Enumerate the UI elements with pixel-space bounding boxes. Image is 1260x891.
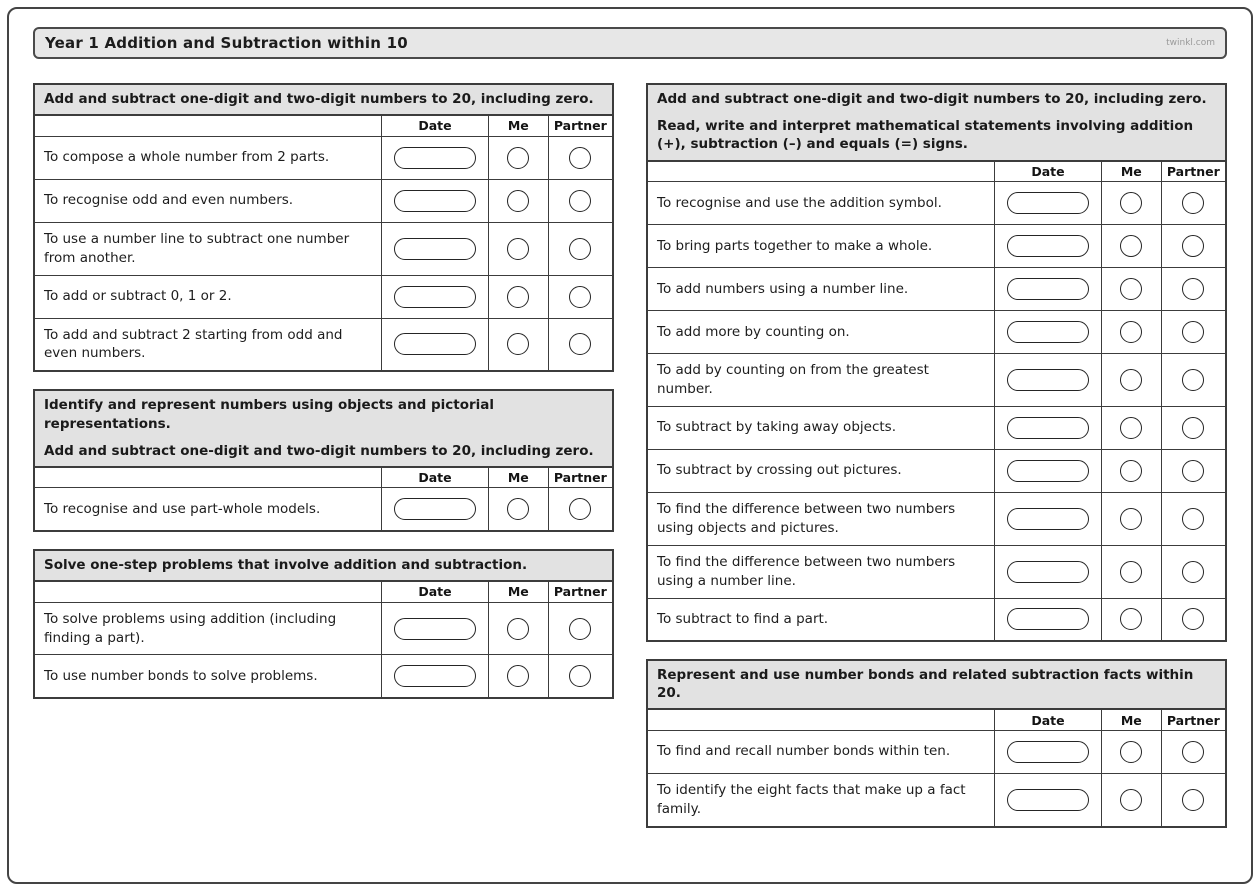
objective-row [34, 488, 613, 531]
me-check-circle[interactable] [1120, 369, 1142, 391]
me-cell [489, 179, 549, 222]
objective-row [647, 773, 1226, 826]
objective-row [647, 182, 1226, 225]
date-cell [381, 602, 488, 655]
objective-text: To recognise and use part-whole models. [34, 488, 381, 531]
me-cell [489, 275, 549, 318]
objective-text: To find and recall number bonds within ten. [647, 730, 994, 773]
objective-row [647, 492, 1226, 545]
me-cell [489, 136, 549, 179]
column-header-row [34, 115, 613, 136]
partner-cell [548, 488, 613, 531]
objective-row [34, 318, 613, 371]
partner-check-circle[interactable] [1182, 278, 1204, 300]
date-cell [381, 655, 488, 698]
partner-cell [548, 275, 613, 318]
date-field[interactable] [1007, 460, 1089, 482]
partner-check-circle[interactable] [1182, 192, 1204, 214]
objective-row [647, 545, 1226, 598]
objective-text: To recognise odd and even numbers. [34, 179, 381, 222]
objective-row [647, 730, 1226, 773]
objective-grid [646, 708, 1227, 827]
partner-check-circle[interactable] [569, 286, 591, 308]
date-cell [994, 492, 1101, 545]
objective-text: To solve problems using addition (including finding a part). [34, 602, 381, 655]
partner-check-circle[interactable] [569, 618, 591, 640]
title-bar [33, 27, 1227, 59]
objective-table [646, 659, 1227, 828]
col-header-me: Me [1102, 161, 1162, 182]
col-header-partner: Partner [548, 581, 613, 602]
objective-text: To compose a whole number from 2 parts. [34, 136, 381, 179]
date-field[interactable] [1007, 321, 1089, 343]
col-header-objective [34, 115, 381, 136]
objective-text: To use a number line to subtract one number from another. [34, 222, 381, 275]
col-header-objective [647, 161, 994, 182]
table-header [33, 389, 614, 466]
date-field[interactable] [394, 665, 476, 687]
col-header-objective [34, 581, 381, 602]
table-header-line: Identify and represent numbers using objects and pictorial representations. [44, 397, 495, 432]
col-header-date: Date [381, 115, 488, 136]
objective-text: To find the difference between two numbers using a number line. [647, 545, 994, 598]
table-header-line: Represent and use number bonds and related subtraction facts within 20. [657, 667, 1194, 702]
objective-text: To add numbers using a number line. [647, 268, 994, 311]
partner-check-circle[interactable] [1182, 321, 1204, 343]
column-header-row [647, 161, 1226, 182]
partner-cell [1161, 492, 1226, 545]
table-header [33, 83, 614, 114]
objective-row [647, 311, 1226, 354]
col-header-partner: Partner [548, 115, 613, 136]
me-check-circle[interactable] [1120, 321, 1142, 343]
partner-check-circle[interactable] [1182, 460, 1204, 482]
col-header-date: Date [381, 581, 488, 602]
partner-cell [548, 602, 613, 655]
me-check-circle[interactable] [507, 333, 529, 355]
objective-grid [33, 114, 614, 372]
objective-text: To bring parts together to make a whole. [647, 225, 994, 268]
me-cell [1102, 449, 1162, 492]
date-cell [994, 268, 1101, 311]
date-cell [994, 598, 1101, 641]
table-header-line: Read, write and interpret mathematical statements involving addition (+), subtraction (–) and equals (=) signs. [657, 118, 1194, 153]
partner-cell [1161, 268, 1226, 311]
date-field[interactable] [1007, 741, 1089, 763]
partner-cell [548, 179, 613, 222]
table-header [33, 549, 614, 580]
date-field[interactable] [1007, 789, 1089, 811]
me-cell [1102, 182, 1162, 225]
partner-check-circle[interactable] [569, 333, 591, 355]
right-column [646, 83, 1227, 845]
objective-row [647, 598, 1226, 641]
me-check-circle[interactable] [1120, 235, 1142, 257]
date-cell [994, 182, 1101, 225]
objective-row [34, 136, 613, 179]
me-check-circle[interactable] [1120, 508, 1142, 530]
partner-check-circle[interactable] [1182, 561, 1204, 583]
page-title: Year 1 Addition and Subtraction within 10 [45, 34, 408, 52]
partner-check-circle[interactable] [569, 665, 591, 687]
partner-check-circle[interactable] [1182, 608, 1204, 630]
objective-grid [646, 160, 1227, 642]
date-field[interactable] [394, 618, 476, 640]
partner-cell [1161, 730, 1226, 773]
me-check-circle[interactable] [507, 190, 529, 212]
objective-table [646, 83, 1227, 642]
date-cell [994, 773, 1101, 826]
me-check-circle[interactable] [507, 238, 529, 260]
objective-text: To add or subtract 0, 1 or 2. [34, 275, 381, 318]
partner-check-circle[interactable] [569, 190, 591, 212]
objective-text: To subtract to find a part. [647, 598, 994, 641]
me-cell [1102, 406, 1162, 449]
col-header-objective [34, 467, 381, 488]
me-cell [1102, 311, 1162, 354]
date-cell [381, 179, 488, 222]
me-cell [489, 488, 549, 531]
me-cell [1102, 492, 1162, 545]
col-header-partner: Partner [548, 467, 613, 488]
me-cell [1102, 598, 1162, 641]
col-header-date: Date [994, 709, 1101, 730]
table-header-line: Solve one-step problems that involve addition and subtraction. [44, 556, 528, 573]
col-header-date: Date [994, 161, 1101, 182]
column-header-row [647, 709, 1226, 730]
date-cell [381, 136, 488, 179]
objective-text: To add by counting on from the greatest number. [647, 354, 994, 407]
date-field[interactable] [1007, 508, 1089, 530]
me-check-circle[interactable] [1120, 192, 1142, 214]
objective-text: To recognise and use the addition symbol. [647, 182, 994, 225]
me-check-circle[interactable] [1120, 608, 1142, 630]
objective-row [647, 354, 1226, 407]
date-cell [994, 730, 1101, 773]
date-cell [381, 318, 488, 371]
objective-row [647, 406, 1226, 449]
col-header-partner: Partner [1161, 709, 1226, 730]
date-field[interactable] [394, 190, 476, 212]
date-cell [381, 488, 488, 531]
table-header [646, 83, 1227, 160]
worksheet-page [7, 7, 1253, 884]
objective-row [34, 179, 613, 222]
partner-check-circle[interactable] [1182, 235, 1204, 257]
table-header [646, 659, 1227, 708]
partner-cell [548, 222, 613, 275]
date-field[interactable] [394, 498, 476, 520]
date-field[interactable] [394, 147, 476, 169]
content-columns [33, 83, 1227, 845]
objective-text: To subtract by crossing out pictures. [647, 449, 994, 492]
partner-cell [1161, 354, 1226, 407]
me-check-circle[interactable] [1120, 561, 1142, 583]
me-check-circle[interactable] [507, 618, 529, 640]
me-cell [1102, 268, 1162, 311]
me-check-circle[interactable] [507, 498, 529, 520]
objective-row [34, 655, 613, 698]
objective-row [34, 275, 613, 318]
col-header-partner: Partner [1161, 161, 1226, 182]
me-cell [489, 655, 549, 698]
date-field[interactable] [394, 238, 476, 260]
objective-row [647, 268, 1226, 311]
partner-cell [1161, 598, 1226, 641]
col-header-date: Date [381, 467, 488, 488]
objective-text: To subtract by taking away objects. [647, 406, 994, 449]
partner-cell [1161, 545, 1226, 598]
date-cell [994, 449, 1101, 492]
objective-text: To use number bonds to solve problems. [34, 655, 381, 698]
partner-cell [1161, 449, 1226, 492]
me-cell [1102, 354, 1162, 407]
partner-cell [1161, 311, 1226, 354]
col-header-me: Me [489, 581, 549, 602]
objective-row [647, 449, 1226, 492]
me-check-circle[interactable] [507, 147, 529, 169]
me-check-circle[interactable] [1120, 789, 1142, 811]
objective-grid [33, 580, 614, 699]
objective-text: To add more by counting on. [647, 311, 994, 354]
objective-grid [33, 466, 614, 532]
objective-text: To identify the eight facts that make up a fact family. [647, 773, 994, 826]
me-check-circle[interactable] [507, 665, 529, 687]
partner-cell [548, 136, 613, 179]
me-check-circle[interactable] [1120, 741, 1142, 763]
column-header-row [34, 467, 613, 488]
objective-row [647, 225, 1226, 268]
me-check-circle[interactable] [1120, 417, 1142, 439]
me-cell [1102, 773, 1162, 826]
objective-row [34, 602, 613, 655]
date-field[interactable] [1007, 417, 1089, 439]
me-check-circle[interactable] [1120, 460, 1142, 482]
col-header-me: Me [489, 467, 549, 488]
date-field[interactable] [1007, 561, 1089, 583]
partner-check-circle[interactable] [569, 498, 591, 520]
me-cell [489, 602, 549, 655]
left-column [33, 83, 614, 716]
me-check-circle[interactable] [507, 286, 529, 308]
date-cell [994, 311, 1101, 354]
objective-text: To add and subtract 2 starting from odd and even numbers. [34, 318, 381, 371]
date-field[interactable] [1007, 192, 1089, 214]
partner-check-circle[interactable] [1182, 369, 1204, 391]
partner-cell [1161, 406, 1226, 449]
objective-table [33, 549, 614, 699]
me-check-circle[interactable] [1120, 278, 1142, 300]
objective-table [33, 389, 614, 532]
objective-text: To find the difference between two numbers using objects and pictures. [647, 492, 994, 545]
date-cell [381, 275, 488, 318]
partner-cell [548, 318, 613, 371]
me-cell [1102, 225, 1162, 268]
partner-cell [1161, 773, 1226, 826]
table-header-line: Add and subtract one-digit and two-digit numbers to 20, including zero. [44, 442, 594, 459]
partner-check-circle[interactable] [569, 238, 591, 260]
col-header-me: Me [1102, 709, 1162, 730]
watermark: twinkl.com [1166, 38, 1215, 48]
partner-cell [548, 655, 613, 698]
table-header-line: Add and subtract one-digit and two-digit numbers to 20, including zero. [44, 91, 594, 107]
me-cell [1102, 545, 1162, 598]
me-cell [1102, 730, 1162, 773]
date-field[interactable] [1007, 278, 1089, 300]
objective-row [34, 222, 613, 275]
partner-check-circle[interactable] [1182, 789, 1204, 811]
date-field[interactable] [1007, 235, 1089, 257]
date-cell [994, 225, 1101, 268]
partner-check-circle[interactable] [569, 147, 591, 169]
partner-check-circle[interactable] [1182, 417, 1204, 439]
partner-cell [1161, 182, 1226, 225]
partner-check-circle[interactable] [1182, 741, 1204, 763]
date-field[interactable] [394, 286, 476, 308]
date-cell [994, 545, 1101, 598]
date-field[interactable] [1007, 369, 1089, 391]
date-field[interactable] [394, 333, 476, 355]
date-cell [994, 354, 1101, 407]
partner-cell [1161, 225, 1226, 268]
partner-check-circle[interactable] [1182, 508, 1204, 530]
table-header-line: Add and subtract one-digit and two-digit numbers to 20, including zero. [657, 91, 1207, 107]
me-cell [489, 318, 549, 371]
me-cell [489, 222, 549, 275]
date-cell [994, 406, 1101, 449]
objective-table [33, 83, 614, 372]
col-header-me: Me [489, 115, 549, 136]
date-field[interactable] [1007, 608, 1089, 630]
col-header-objective [647, 709, 994, 730]
column-header-row [34, 581, 613, 602]
date-cell [381, 222, 488, 275]
